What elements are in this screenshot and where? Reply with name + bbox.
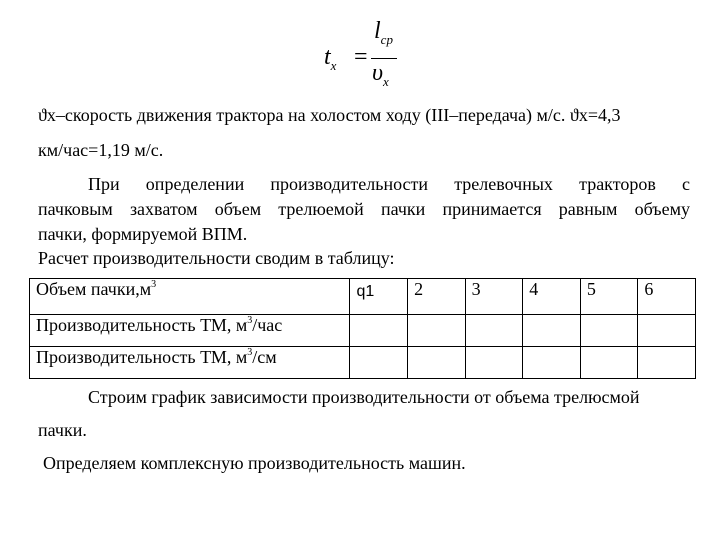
table-cell: q1 [350,279,408,315]
formula-fraction-bar [371,58,397,59]
table-cell[interactable] [638,347,696,379]
table-row-label-superscript: 3 [247,315,253,326]
table-cell: 2 [408,279,466,315]
table-row-productivity-hour [30,315,696,347]
paragraph-productivity-line3: пачки, формируемой ВПМ. [38,224,248,244]
table-row-label-text: Объем пачки,м [36,279,152,299]
table-cell[interactable] [580,347,638,379]
paragraph-productivity-line2: пачковым захватом объем трелюемой пачки принимается равным объему [38,199,690,219]
table-cell[interactable] [523,347,581,379]
paragraph-table-intro: Расчет производительности сводим в таблицу: [38,248,395,268]
table-row-volume [30,279,696,315]
table-row-label-unit: /час [252,315,283,335]
formula-numerator [374,18,393,48]
formula-tx [324,18,424,90]
table-row-label-superscript: 3 [151,279,157,290]
table-cell[interactable] [465,315,523,347]
table-cell[interactable] [465,347,523,379]
table-cell: 4 [523,279,581,315]
table-row-label [30,315,350,347]
paragraph-speed-line2: км/час=1,19 м/с. [38,140,164,160]
table-cell: 5 [580,279,638,315]
table-cell[interactable] [523,315,581,347]
table-cell[interactable] [638,315,696,347]
table-row-label-text: Производительность ТМ, м [36,347,248,367]
formula-lhs-symbol: t [324,44,331,70]
table-row-label-superscript: 3 [247,347,253,358]
table-cell[interactable] [408,315,466,347]
paragraph-complex-productivity: Определяем комплексную производительность машин. [43,453,466,473]
productivity-table [29,278,696,379]
paragraph-graph-line1: Строим график зависимости производительности от объема трелюсмой [88,387,640,407]
paragraph-graph-line2: пачки. [38,420,87,440]
formula-denominator [372,60,389,90]
table-cell[interactable] [350,347,408,379]
table-row-label-unit: /см [252,347,277,367]
table-row-label [30,279,350,315]
formula-numerator-symbol: l [374,18,381,44]
formula-lhs [324,44,336,74]
table-cell: 6 [638,279,696,315]
formula-denominator-subscript: x [383,73,389,89]
formula-numerator-subscript: ср [380,31,393,47]
formula-lhs-subscript: x [330,57,337,73]
table-cell: 3 [465,279,523,315]
formula-equals: = [354,44,368,70]
paragraph-productivity-line1: При определении производительности трелевочных тракторов с [88,174,690,194]
formula-denominator-symbol: υ [372,60,384,86]
paragraph-speed-line1: ϑх–скорость движения трактора на холостом ходу (III–передача) м/с. ϑх=4,3 [38,105,621,125]
table-cell[interactable] [580,315,638,347]
table-row-label [30,347,350,379]
table-row-label-text: Производительность ТМ, м [36,315,248,335]
table-cell[interactable] [350,315,408,347]
table-row-productivity-shift [30,347,696,379]
table-cell[interactable] [408,347,466,379]
